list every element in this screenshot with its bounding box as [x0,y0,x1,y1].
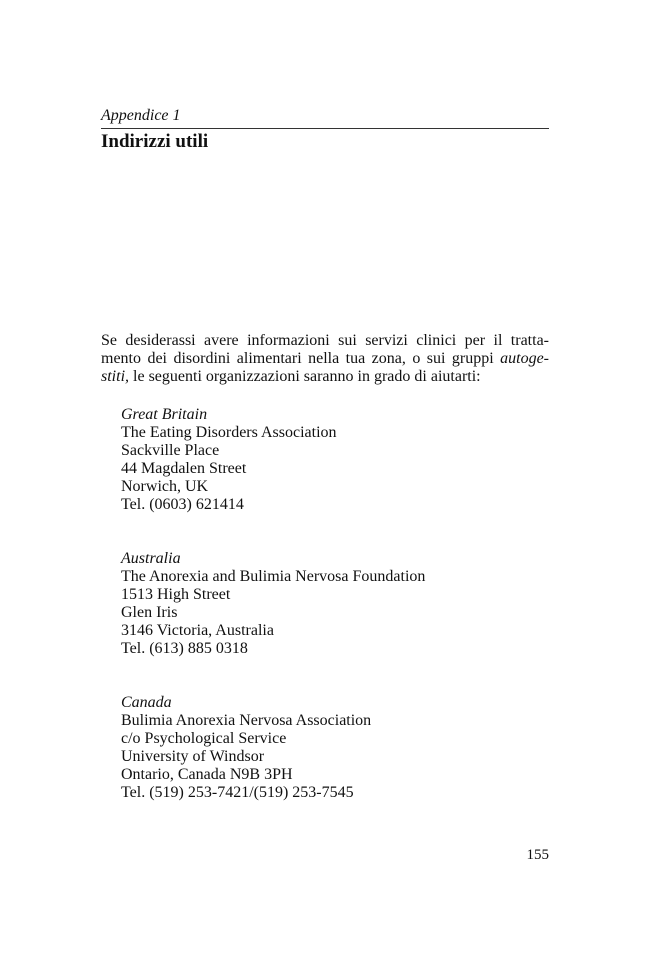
page-number: 155 [526,847,549,863]
intro-text: mento dei disordini alimentari nella tua zona, o sui gruppi [101,350,501,367]
intro-line [101,350,549,368]
address-line: 1513 High Street [121,586,231,603]
address-line: University of Windsor [121,748,265,765]
address-line: Bulimia Anorexia Nervosa Association [121,712,372,729]
phone-line: Tel. (0603) 621414 [121,496,244,513]
intro-line [101,368,549,386]
intro-paragraph [101,332,549,386]
address-line: Sackville Place [121,442,220,459]
intro-emphasis: autoge- [500,350,549,367]
intro-line: Se desiderassi avere informazioni sui servizi clinici per il tratta- [101,332,549,349]
address-line: Norwich, UK [121,478,209,495]
address-line: 44 Magdalen Street [121,460,247,477]
intro-emphasis: stiti, [101,368,130,385]
country-heading: Australia [121,550,181,567]
address-line: The Eating Disorders Association [121,424,337,441]
intro-text: le seguenti organizzazioni saranno in grado di aiutarti: [129,368,481,385]
page-title: Indirizzi utili [101,131,209,152]
address-block-great-britain [121,406,541,514]
chapter-label: Appendice 1 [101,107,181,124]
address-line: c/o Psychological Service [121,730,287,747]
address-block-australia [121,550,541,658]
chapter-rule [101,128,549,129]
phone-line: Tel. (613) 885 0318 [121,640,248,657]
address-line: The Anorexia and Bulimia Nervosa Foundation [121,568,426,585]
address-line: Glen Iris [121,604,178,621]
country-heading: Great Britain [121,406,208,423]
phone-line: Tel. (519) 253-7421/(519) 253-7545 [121,784,354,801]
country-heading: Canada [121,694,172,711]
address-block-canada [121,694,541,802]
address-line: 3146 Victoria, Australia [121,622,274,639]
address-line: Ontario, Canada N9B 3PH [121,766,293,783]
